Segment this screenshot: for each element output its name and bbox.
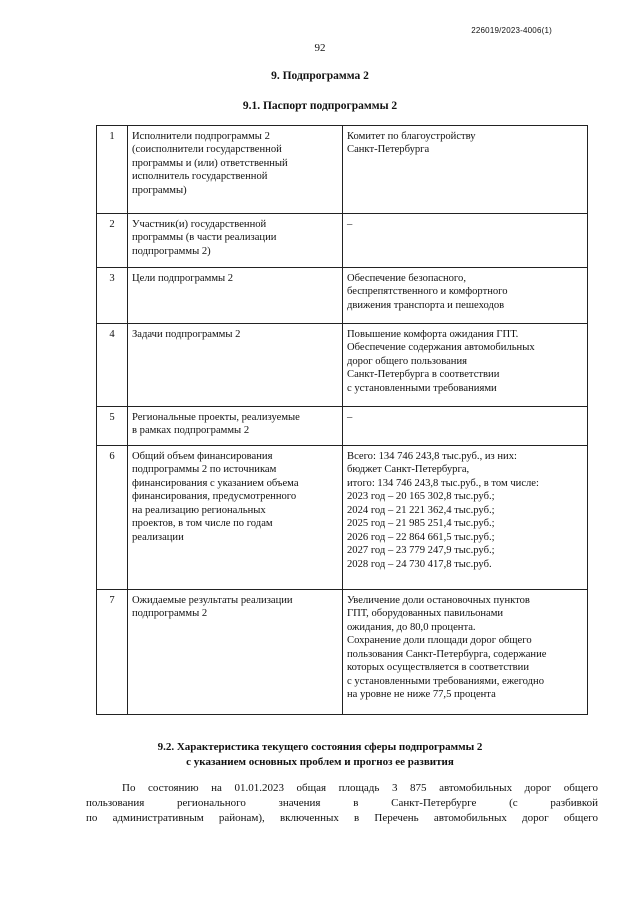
row-number: 1 [97,126,128,214]
row-label: Задачи подпрограммы 2 [128,324,343,407]
row-label: Ожидаемые результаты реализации подпрограммы 2 [128,590,343,715]
passport-row [97,407,588,446]
passport-table [96,125,588,715]
passport-row [97,446,588,590]
paragraph-line: По состоянию на 01.01.2023 общая площадь 3 875 автомобильных дорог общего [122,782,598,794]
document-number: 226019/2023-4006(1) [471,26,552,35]
row-number: 5 [97,407,128,446]
row-value: Обеспечение безопасного, беспрепятственного и комфортного движения транспорта и пешеходов [343,268,588,324]
row-number: 3 [97,268,128,324]
row-value: Комитет по благоустройству Санкт-Петербурга [343,126,588,214]
paragraph-line: по административным районам), включенных в Перечень автомобильных дорог общего [86,811,598,824]
row-label: Исполнители подпрограммы 2 (соисполнители государственной программы и (или) ответственный исполнитель государственной программы) [128,126,343,214]
paragraph-line: пользования регионального значения в Санкт-Петербурге (с разбивкой [86,796,598,809]
row-number: 6 [97,446,128,590]
passport-row [97,214,588,268]
passport-row [97,268,588,324]
row-label: Участник(и) государственной программы (в части реализации подпрограммы 2) [128,214,343,268]
section-9-2-heading [0,740,640,770]
passport-row [97,590,588,715]
body-paragraph [86,781,598,826]
passport-heading: 9.1. Паспорт подпрограммы 2 [242,100,398,112]
row-label: Общий объем финансирования подпрограммы 2 по источникам финансирования с указанием объема финансирования, предусмотренного на реализацию региональных проектов, в том числе по годам реализации [128,446,343,590]
row-value: Увеличение доли остановочных пунктов ГПТ, оборудованных павильонами ожидания, до 80,0 процента. Сохранение доли площади дорог общего пользования Санкт-Петербурга, содержание которых осуществляется в соответствии с установленными требованиями, ежегодно на уровне не ниже 77,5 процента [343,590,588,715]
row-value: Всего: 134 746 243,8 тыс.руб., из них: бюджет Санкт-Петербурга, итого: 134 746 243,8 тыс.руб., в том числе: 2023 год – 20 165 302,8 тыс.руб.; 2024 год – 21 221 362,4 тыс.руб.; 2025 год – 21 985 251,4 тыс.руб.; 2026 год – 22 864 661,5 тыс.руб.; 2027 год – 23 779 247,9 тыс.руб.; 2028 год – 24 730 417,8 тыс.руб. [343,446,588,590]
row-value: – [343,407,588,446]
row-value: Повышение комфорта ожидания ГПТ. Обеспечение содержания автомобильных дорог общего пользования Санкт-Петербурга в соответствии с установленными требованиями [343,324,588,407]
section-9-2-line2: с указанием основных проблем и прогноз ее развития [186,755,454,768]
section-9-2-line1: 9.2. Характеристика текущего состояния сферы подпрограммы 2 [157,741,483,753]
passport-row [97,126,588,214]
row-number: 7 [97,590,128,715]
section-heading: 9. Подпрограмма 2 [271,70,369,82]
row-label: Региональные проекты, реализуемые в рамках подпрограммы 2 [128,407,343,446]
row-value: – [343,214,588,268]
row-label: Цели подпрограммы 2 [128,268,343,324]
page-number: 92 [314,42,326,54]
passport-row [97,324,588,407]
row-number: 2 [97,214,128,268]
row-number: 4 [97,324,128,407]
